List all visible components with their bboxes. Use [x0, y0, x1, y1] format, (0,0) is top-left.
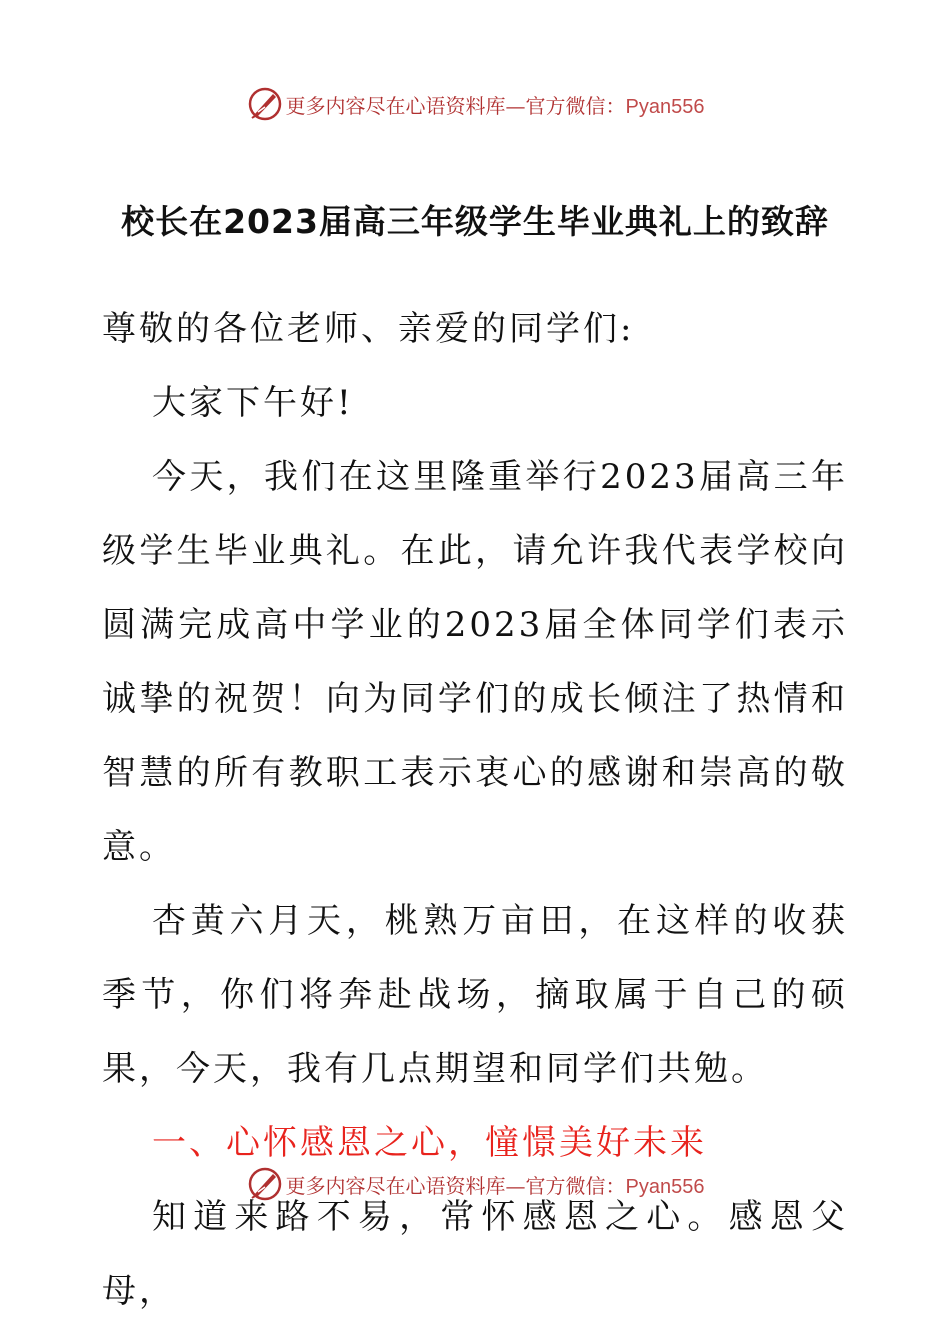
- paragraph-season: 杏黄六月天，桃熟万亩田，在这样的收获季节，你们将奔赴战场，摘取属于自己的硕果，今天，我有几点期望和同学们共勉。: [102, 901, 848, 1089]
- wechat-id: Pyan556: [625, 95, 705, 118]
- salutation: 尊敬的各位老师、亲爱的同学们:: [102, 309, 635, 349]
- header-watermark-banner: [0, 82, 950, 126]
- watermark-text: 更多内容尽在心语资料库—官方微信：Pyan556: [285, 1173, 705, 1198]
- section-heading-1: 一、心怀感恩之心，憧憬美好未来: [152, 1123, 707, 1163]
- quill-pen-logo-icon: [246, 85, 284, 123]
- document-title: 校长在2023届高三年级学生毕业典礼上的致辞: [121, 202, 829, 241]
- footer-watermark-banner: [0, 1162, 950, 1206]
- paragraph-gratitude: 知道来路不易，常怀感恩之心。感恩父母，: [102, 1197, 848, 1311]
- watermark-text: 更多内容尽在心语资料库—官方微信：Pyan556: [285, 93, 705, 118]
- greeting: 大家下午好!: [152, 383, 354, 423]
- paragraph-opening: 今天，我们在这里隆重举行2023届高三年级学生毕业典礼。在此，请允许我代表学校向圆满完成高中学业的2023届全体同学们表示诚挚的祝贺！向为同学们的成长倾注了热情和智慧的所有教职工表示衷心的感谢和崇高的敬意。: [102, 457, 848, 867]
- wechat-id: Pyan556: [625, 1175, 705, 1198]
- quill-pen-logo-icon: [246, 1165, 284, 1203]
